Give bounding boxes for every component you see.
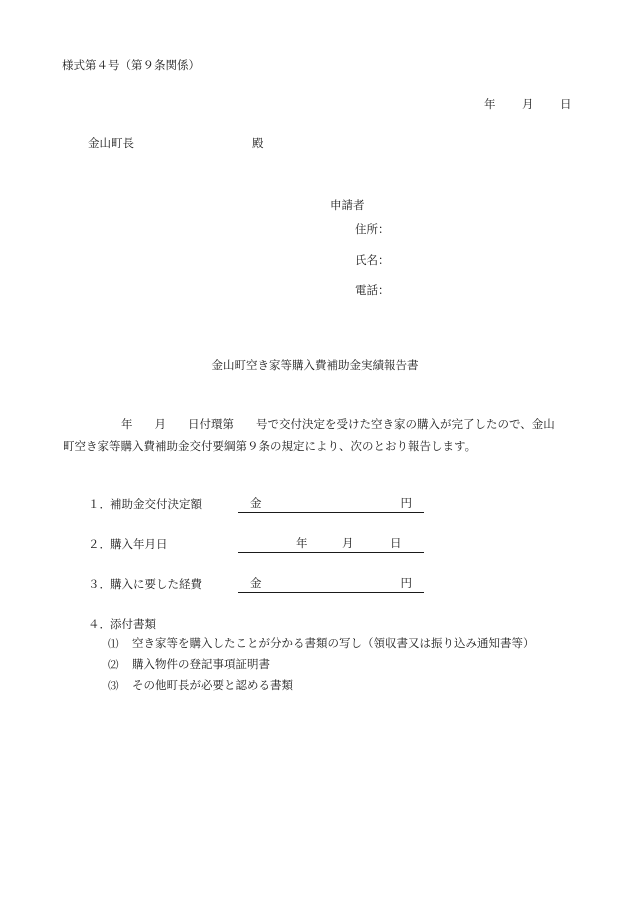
item-label: 購入に要した経費 xyxy=(110,577,202,591)
date-day-label: 日 xyxy=(560,97,572,111)
applicant-heading: 申請者 xyxy=(330,198,365,212)
attachment-number: ⑶ xyxy=(108,680,119,692)
address-label: 住所： xyxy=(355,222,390,236)
item-number: ３． xyxy=(88,577,111,591)
attachment-item xyxy=(108,638,535,650)
amount-prefix: 金 xyxy=(250,496,262,510)
attachment-item xyxy=(108,680,293,692)
body-line-1 xyxy=(121,419,555,431)
attachment-number: ⑴ xyxy=(108,638,119,650)
attachment-number: ⑵ xyxy=(108,659,119,671)
purchase-cost-field[interactable] xyxy=(238,578,424,593)
addressee-honorific: 殿 xyxy=(252,136,264,150)
decision-amount-field[interactable] xyxy=(238,498,424,513)
attachment-text: その他町長が必要と認める書類 xyxy=(132,678,293,692)
addressee-name: 金山町長 xyxy=(88,136,134,150)
item-attachments xyxy=(88,619,156,631)
purchase-month-label: 月 xyxy=(342,536,354,550)
item-purchase-date xyxy=(88,539,168,551)
body-day-text: 日付環第 xyxy=(188,417,234,431)
name-label: 氏名： xyxy=(355,253,390,267)
report-title: 金山町空き家等購入費補助金実績報告書 xyxy=(211,358,419,372)
addressee xyxy=(88,138,264,150)
body-year: 年 xyxy=(121,417,133,431)
purchase-day-label: 日 xyxy=(390,536,402,550)
item-purchase-cost xyxy=(88,579,202,591)
attachment-item xyxy=(108,659,270,671)
body-line-2: 町空き家等購入費補助金交付要綱第９条の規定により、次のとおり報告します。 xyxy=(63,439,477,453)
item-number: １． xyxy=(88,497,111,511)
purchase-year-label: 年 xyxy=(296,536,308,550)
purchase-date-field[interactable] xyxy=(238,538,424,553)
item-number: ４． xyxy=(88,617,111,631)
form-number: 様式第４号（第９条関係） xyxy=(62,58,200,72)
item-number: ２． xyxy=(88,537,111,551)
date-line xyxy=(484,99,572,111)
date-month-label: 月 xyxy=(522,97,534,111)
item-label: 購入年月日 xyxy=(110,537,168,551)
item-label: 補助金交付決定額 xyxy=(110,497,202,511)
phone-label: 電話： xyxy=(355,283,390,297)
attachment-text: 空き家等を購入したことが分かる書類の写し（領収書又は振り込み通知書等） xyxy=(132,636,535,650)
date-year-label: 年 xyxy=(484,97,496,111)
item-decision-amount xyxy=(88,499,202,511)
amount-suffix: 円 xyxy=(400,496,412,510)
cost-prefix: 金 xyxy=(250,576,262,590)
body-month: 月 xyxy=(154,417,166,431)
cost-suffix: 円 xyxy=(400,576,412,590)
item-label: 添付書類 xyxy=(110,617,156,631)
attachment-text: 購入物件の登記事項証明書 xyxy=(132,657,270,671)
body-rest-line1: 号で交付決定を受けた空き家の購入が完了したので、金山 xyxy=(256,417,555,431)
